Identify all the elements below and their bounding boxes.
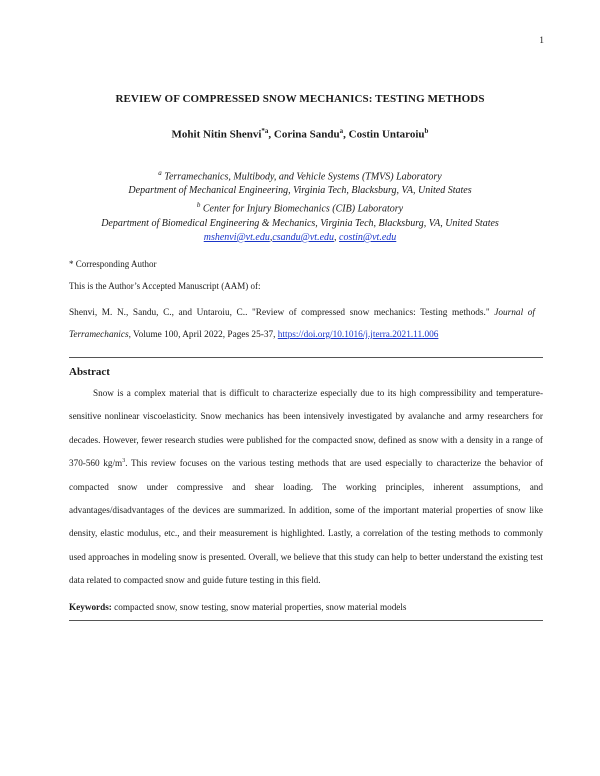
email-link[interactable]: costin@vt.edu [339,231,397,243]
author-name: Costin Untaroiu [348,128,425,141]
author-marks: b [424,127,429,135]
keywords-text: compacted snow, snow testing, snow material properties, snow material models [111,602,407,612]
keywords-label: Keywords: [69,602,112,612]
email-link[interactable]: csandu@vt.edu [272,231,335,243]
abstract-text [69,382,543,593]
author-marks: a [339,127,344,135]
divider-bottom [69,620,543,621]
citation-volume-pages: , Volume 100, April 2022, Pages 25-37, [128,330,276,340]
affiliation-dept: Department of Biomedical Engineering & Mechanics, Virginia Tech, Blacksburg, VA, United States [101,217,499,229]
citation [69,302,535,346]
abstract-superscript: 3 [122,458,126,465]
author-marks: *a [261,127,269,135]
aam-note: This is the Author’s Accepted Manuscript (AAM) of: [69,281,261,291]
citation-journal: Journal of Terramechanics [69,308,535,340]
affiliation-dept: Department of Mechanical Engineering, Virginia Tech, Blacksburg, VA, United States [128,185,472,197]
affiliations [0,166,600,245]
keywords [69,602,407,612]
page-number: 1 [539,36,544,46]
divider-top [69,357,543,358]
author-name: Mohit Nitin Shenvi [171,128,262,141]
abstract-heading: Abstract [69,366,110,378]
paper-title: REVIEW OF COMPRESSED SNOW MECHANICS: TESTING METHODS [115,93,485,105]
affiliation-mark: b [196,201,201,210]
author-name: Corina Sandu [273,128,340,141]
corresponding-author-note: * Corresponding Author [69,259,157,269]
abstract-text-part: . This review focuses on the various testing methods that are used especially to characterize the behavior of compacted snow under compressive and shear loading. The working principles, inherent assumptions, and advantages/disadvantages of the devices are summarized. In addition, some of the important material properties of snow like density, elastic modulus, etc., and their measurement is highlighted. Lastly, a correlation of the testing methods to commonly used approaches in modeling snow is presented. Overall, we believe that this study can help to better understand the existing test data related to compacted snow and guide future testing in this field. [69,458,544,586]
doi-link[interactable]: https://doi.org/10.1016/j.jterra.2021.11.006 [277,330,439,340]
email-list: mshenvi@vt.edu,csandu@vt.edu, costin@vt.edu [203,231,397,243]
email-link[interactable]: mshenvi@vt.edu [203,231,270,243]
affiliation-mark: a [158,169,162,177]
affiliation-lab: Center for Injury Biomechanics (CIB) Laboratory [202,203,404,215]
abstract-text-part: Snow is a complex material that is difficult to characterize especially due to its high compressibility and temperature-sensitive nonlinear viscoelasticity. Snow mechanics has been intensively investigated by avalanche and army researchers for decades. However, fewer research studies were published for the compacted snow, defined as snow with a density in a range of 370-560 kg/m [69,388,543,469]
author-list: Mohit Nitin Shenvi$^{*a}$, Corina Sandu$^a$, Costin Untaroiu$^b$ [171,127,429,141]
affiliation-lab: Terramechanics, Multibody, and Vehicle Systems (TMVS) Laboratory [164,171,442,183]
citation-authors-title: Shenvi, M. N., Sandu, C., and Untaroiu, C.. "Review of compressed snow mechanics: Testing methods." [69,308,490,318]
